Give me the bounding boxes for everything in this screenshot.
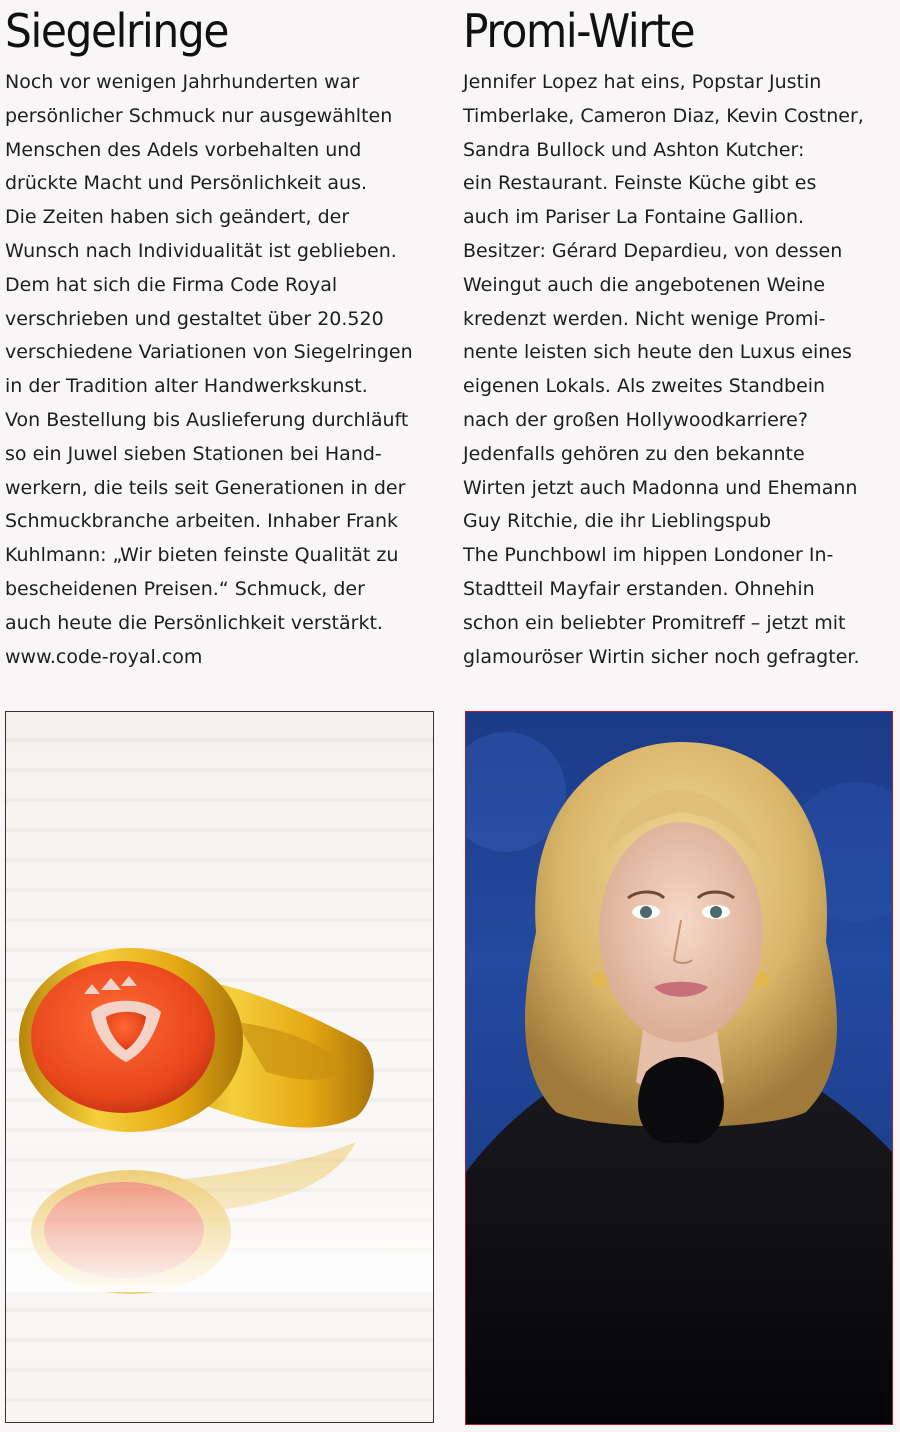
text-line: Wunsch nach Individualität ist geblieben. — [5, 239, 397, 262]
article-body-promi-wirte — [463, 66, 895, 674]
text-line: Jennifer Lopez hat eins, Popstar Justin — [463, 71, 822, 93]
text-line: Besitzer: Gérard Depardieu, von dessen — [463, 239, 843, 262]
text-line: Die Zeiten haben sich geändert, der — [5, 206, 350, 229]
text-line: so ein Juwel sieben Stationen bei Hand- — [5, 442, 382, 465]
text-line: Stadtteil Mayfair erstanden. Ohnehin — [463, 577, 815, 600]
text-line: nach der großen Hollywoodkarriere? — [463, 408, 808, 431]
madonna-portrait-photo — [465, 711, 893, 1425]
text-line: Noch vor wenigen Jahrhunderten war — [5, 71, 360, 93]
text-line: Weingut auch die angebotenen Weine — [463, 273, 826, 296]
text-line: auch im Pariser La Fontaine Gallion. — [463, 206, 805, 229]
headline-promi-wirte: Promi-Wirte — [463, 4, 695, 58]
text-line: drückte Macht und Persönlichkeit aus. — [5, 172, 368, 195]
article-siegelringe — [5, 0, 445, 674]
text-line: schon ein beliebter Promitreff – jetzt mit — [463, 611, 846, 634]
text-line: werkern, die teils seit Generationen in der — [5, 476, 406, 499]
text-line: Guy Ritchie, die ihr Lieblingspub — [463, 510, 772, 533]
text-line: Sandra Bullock und Ashton Kutcher: — [463, 138, 805, 161]
text-line: kredenzt werden. Nicht wenige Promi- — [463, 307, 826, 330]
text-line: The Punchbowl im hippen Londoner In- — [463, 544, 834, 567]
signet-ring-photo — [5, 711, 434, 1423]
text-line: eigenen Lokals. Als zweites Standbein — [463, 375, 826, 398]
text-line: Wirten jetzt auch Madonna und Ehemann — [463, 476, 858, 499]
text-line: ein Restaurant. Feinste Küche gibt es — [463, 172, 817, 195]
text-line: Timberlake, Cameron Diaz, Kevin Costner, — [463, 104, 864, 127]
text-line: Dem hat sich die Firma Code Royal — [5, 273, 338, 296]
text-line: Von Bestellung bis Auslieferung durchläuft — [5, 408, 409, 431]
text-line: Jedenfalls gehören zu den bekannte — [463, 442, 805, 465]
text-line: glamouröser Wirtin sicher noch gefragter. — [463, 645, 860, 668]
text-line: Schmuckbranche arbeiten. Inhaber Frank — [5, 510, 399, 533]
text-line: Menschen des Adels vorbehalten und — [5, 138, 362, 161]
headline-siegelringe: Siegelringe — [5, 4, 229, 58]
text-line: Kuhlmann: „Wir bieten feinste Qualität zu — [5, 544, 399, 567]
article-body-siegelringe — [5, 66, 445, 674]
text-line: in der Tradition alter Handwerkskunst. — [5, 375, 368, 398]
text-line: auch heute die Persönlichkeit verstärkt. — [5, 611, 383, 634]
text-line: verschiedene Variationen von Siegelringen — [5, 341, 413, 364]
text-line: verschrieben und gestaltet über 20.520 — [5, 307, 384, 330]
text-line: persönlicher Schmuck nur ausgewählten — [5, 104, 393, 127]
portrait-illustration — [466, 712, 892, 1424]
text-line: nente leisten sich heute den Luxus eines — [463, 341, 852, 364]
website-link[interactable]: www.code-royal.com — [5, 645, 203, 668]
article-promi-wirte — [463, 0, 895, 674]
signet-ring-illustration — [6, 712, 433, 1422]
text-line: bescheidenen Preisen.“ Schmuck, der — [5, 577, 365, 600]
